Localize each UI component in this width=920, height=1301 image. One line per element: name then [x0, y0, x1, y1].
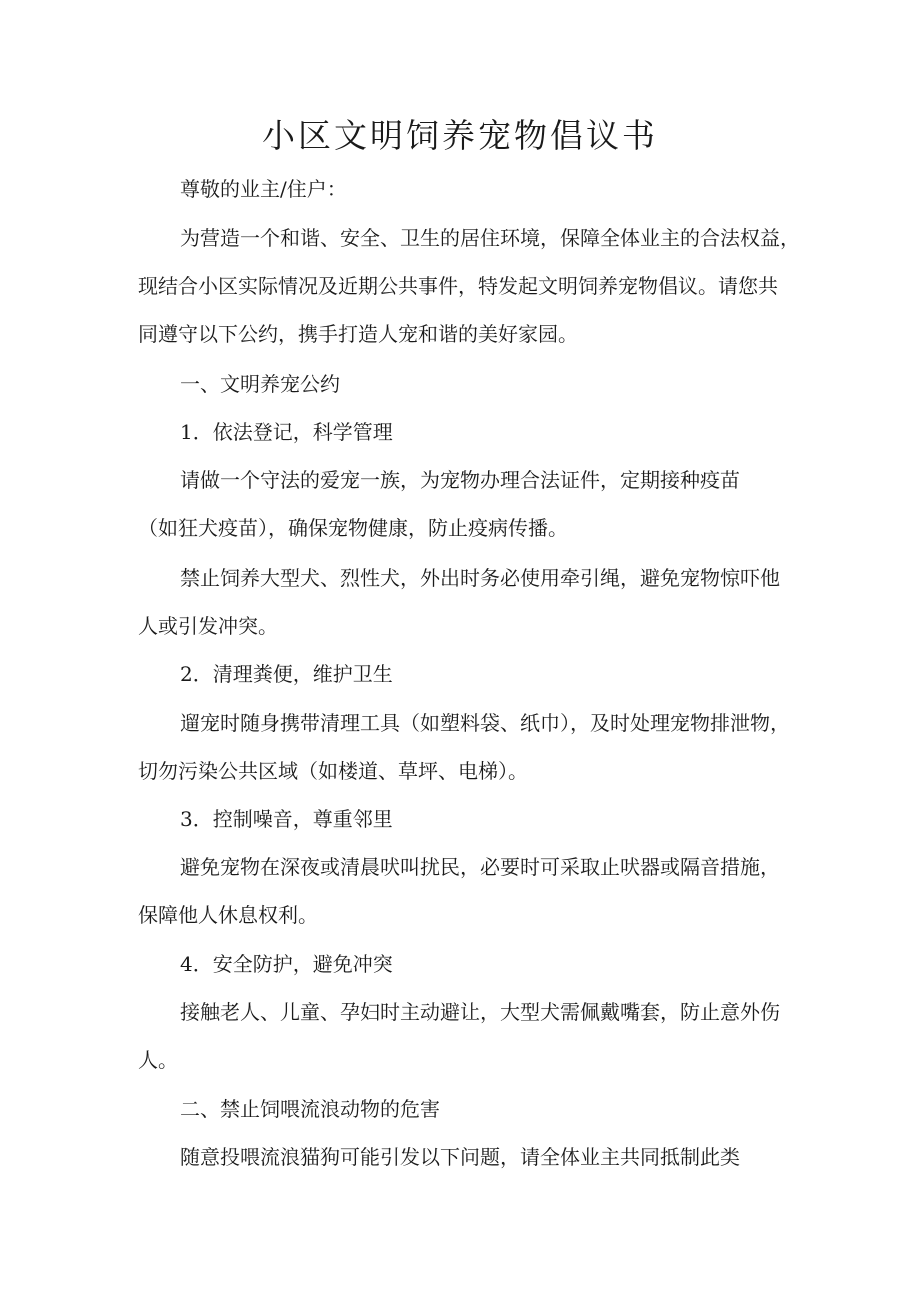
- intro-line-2: 现结合小区实际情况及近期公共事件，特发起文明饲养宠物倡议。请您共: [138, 274, 778, 298]
- item-1-heading: 1．依法登记，科学管理: [180, 420, 393, 444]
- section-1-heading: 一、文明养宠公约: [180, 372, 340, 396]
- item-2-para-1-line-1: 遛宠时随身携带清理工具（如塑料袋、纸巾），及时处理宠物排泄物，: [180, 711, 790, 735]
- item-3-para-1-line-2: 保障他人休息权利。: [138, 903, 318, 927]
- item-3-heading: 3．控制噪音，尊重邻里: [180, 807, 393, 831]
- item-4-heading: 4．安全防护，避免冲突: [180, 952, 393, 976]
- item-2-heading: 2．清理粪便，维护卫生: [180, 662, 393, 686]
- item-3-para-1-line-1: 避免宠物在深夜或清晨吠叫扰民，必要时可采取止吠器或隔音措施，: [180, 855, 780, 879]
- item-1-para-2-line-1: 禁止饲养大型犬、烈性犬，外出时务必使用牵引绳，避免宠物惊吓他: [180, 566, 780, 590]
- item-1-para-1-line-2: （如狂犬疫苗），确保宠物健康，防止疫病传播。: [138, 516, 568, 540]
- item-2-para-1-line-2: 切勿污染公共区域（如楼道、草坪、电梯）。: [138, 759, 528, 783]
- item-1-para-2-line-2: 人或引发冲突。: [138, 614, 278, 638]
- item-4-para-1-line-1: 接触老人、儿童、孕妇时主动避让，大型犬需佩戴嘴套，防止意外伤: [180, 1000, 780, 1024]
- item-1-para-1-line-1: 请做一个守法的爱宠一族，为宠物办理合法证件，定期接种疫苗: [180, 468, 740, 492]
- section-2-heading: 二、禁止饲喂流浪动物的危害: [180, 1097, 440, 1121]
- section-2-paragraph: 随意投喂流浪猫狗可能引发以下问题，请全体业主共同抵制此类: [180, 1145, 740, 1169]
- intro-line-1: 为营造一个和谐、安全、卫生的居住环境，保障全体业主的合法权益，: [180, 226, 800, 250]
- document-title: 小区文明饲养宠物倡议书: [262, 116, 658, 155]
- item-4-para-1-line-2: 人。: [138, 1048, 178, 1072]
- intro-line-3: 同遵守以下公约，携手打造人宠和谐的美好家园。: [138, 322, 578, 346]
- salutation: 尊敬的业主/住户：: [180, 177, 347, 201]
